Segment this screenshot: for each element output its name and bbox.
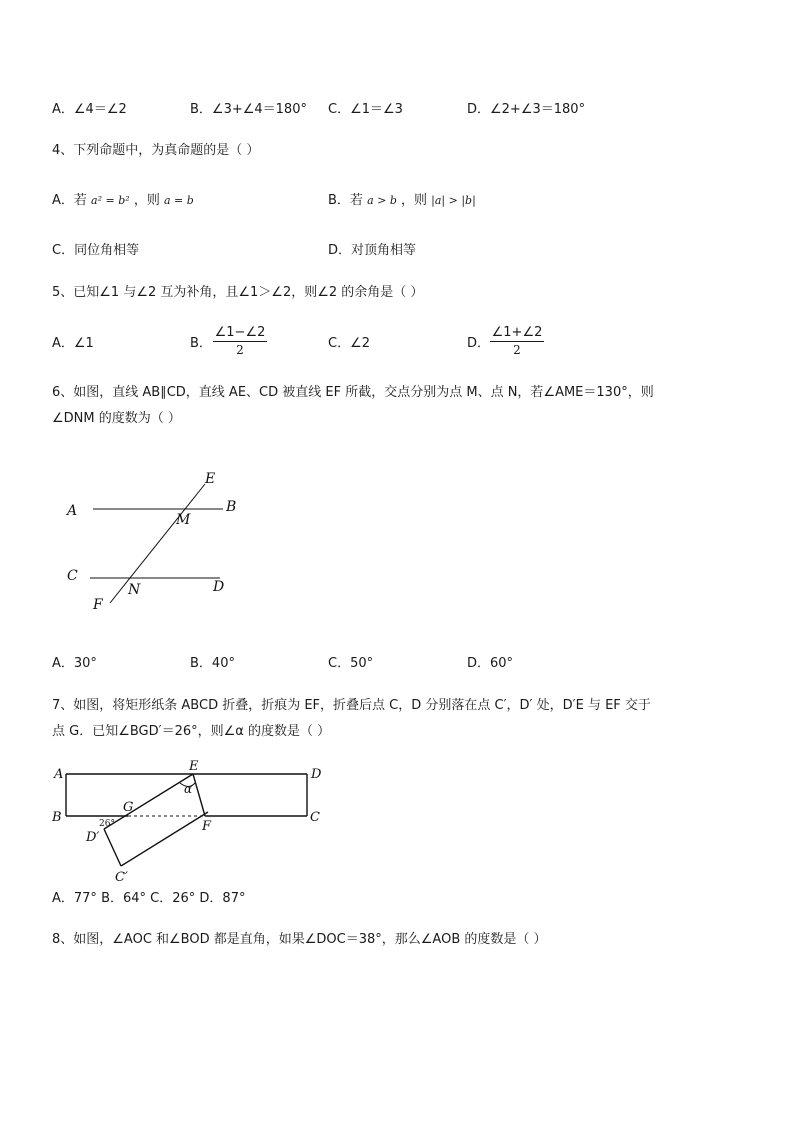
q6-stem-line2: ∠DNM 的度数为（ ）: [52, 411, 181, 426]
q8-stem: 8、如图，∠AOC 和∠BOD 都是直角，如果∠DOC＝38°，那么∠AOB 的度数是（ ）: [52, 932, 547, 947]
q4-b-math2: |a| > |b|: [431, 194, 476, 207]
q3-option-d: D．∠2+∠3＝180°: [467, 102, 586, 117]
label-e: E: [189, 759, 199, 774]
label-c-prime: C′: [115, 870, 128, 885]
q7-options: A．77° B．64° C．26° D．87°: [52, 891, 246, 906]
q4-a-prefix: A．若: [52, 193, 87, 208]
crease-ef: [193, 774, 205, 816]
q6-option-b: B．40°: [190, 656, 235, 671]
label-c: C: [67, 568, 78, 584]
q6-stem-line1: 6、如图，直线 AB∥CD，直线 AE、CD 被直线 EF 所截，交点分别为点 M、点 N，若∠AME＝130°，则: [52, 385, 654, 400]
label-angle-26: 26°: [99, 819, 115, 829]
label-n: N: [128, 582, 141, 598]
edge-d-prime-c-prime: [104, 829, 121, 866]
q7-stem-line1: 7、如图，将矩形纸条 ABCD 折叠，折痕为 EF，折叠后点 C，D 分别落在点 C′，D′ 处，D′E 与 EF 交于: [52, 698, 651, 713]
q5-d-numerator: ∠1+∠2: [491, 325, 543, 340]
label-alpha: α: [184, 782, 193, 796]
q5-stem: 5、已知∠1 与∠2 互为补角，且∠1＞∠2，则∠2 的余角是（ ）: [52, 285, 424, 300]
q5-option-a: A．∠1: [52, 336, 94, 351]
q3-option-b: B．∠3+∠4＝180°: [190, 102, 307, 117]
q4-a-mid: ，则: [133, 193, 160, 208]
label-a: A: [67, 503, 78, 519]
q7-stem-line2: 点 G．已知∠BGD′＝26°，则∠α 的度数是（ ）: [52, 724, 331, 739]
q6-option-d: D．60°: [467, 656, 514, 671]
label-d-prime: D′: [86, 830, 100, 845]
q3-option-a: A．∠4＝∠2: [52, 102, 127, 117]
q5-d-denominator: 2: [513, 343, 521, 357]
label-g: G: [123, 800, 134, 815]
label-b: B: [226, 499, 237, 515]
label-d: D: [311, 767, 322, 782]
q5-b-denominator: 2: [236, 343, 244, 357]
q4-b-mid: ，则: [401, 193, 428, 208]
q4-b-math: a > b: [367, 194, 397, 207]
q5-option-b-label: B．: [190, 336, 212, 351]
q4-a-math2: a = b: [163, 194, 194, 207]
label-d: D: [213, 579, 225, 595]
q4-stem: 4、下列命题中，为真命题的是（ ）: [52, 143, 260, 158]
edge-c-prime-f: [121, 812, 208, 866]
q6-option-a: A．30°: [52, 656, 97, 671]
label-e: E: [205, 471, 216, 487]
q6-option-c: C．50°: [328, 656, 374, 671]
q4-b-prefix: B．若: [328, 193, 363, 208]
q5-option-d-label: D．: [467, 336, 491, 351]
label-a: A: [54, 767, 64, 782]
q3-option-c: C．∠1＝∠3: [328, 102, 403, 117]
label-b: B: [52, 810, 62, 825]
label-f: F: [202, 819, 212, 834]
edge-ed-prime: [104, 774, 193, 829]
q4-option-d: D．对顶角相等: [328, 243, 417, 258]
q4-option-c: C．同位角相等: [52, 243, 140, 258]
q5-option-c: C．∠2: [328, 336, 371, 351]
q4-a-math: a² = b²: [91, 194, 130, 207]
label-m: M: [176, 512, 191, 528]
label-f: F: [93, 597, 103, 613]
label-c: C: [310, 810, 320, 825]
q5-b-numerator: ∠1−∠2: [214, 325, 266, 340]
